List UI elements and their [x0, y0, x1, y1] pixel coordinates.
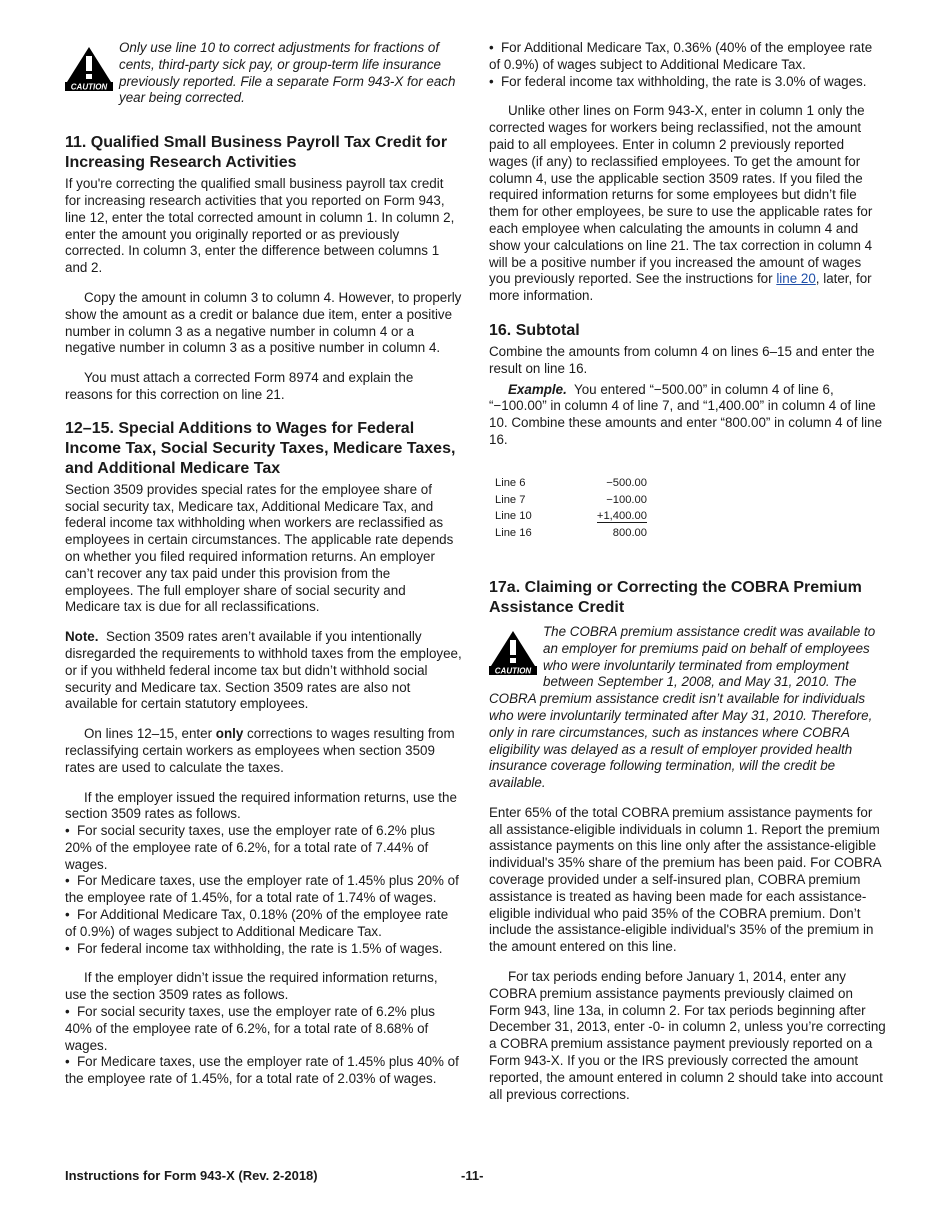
bullet-item: • For Additional Medicare Tax, 0.18% (20% of the employee rate of 0.9%) of wages subject to Additional Medicare Tax. — [65, 907, 449, 939]
page-number: -11- — [461, 1168, 484, 1183]
table-cell: Line 10 — [495, 510, 532, 523]
bullet-item: • For social security taxes, use the employer rate of 6.2% plus 40% of the employee rate of 6.2%, for a total rate of 8.68% of wages. — [65, 1004, 435, 1053]
section-11-title: 11. Qualified Small Business Payroll Tax Credit for Increasing Research Activities — [65, 134, 448, 172]
caution-text: The COBRA premium assistance credit was available to an employer for premiums paid on behalf of employees who were involuntarily terminated from employment between September 1, 2008, and May 31, 2010. The COBRA premium assistance credit isn’t available for individuals who were involuntarily terminated after May 31, 2010. Therefore, only in rare circumstances, such as instances where COBRA eligibility was delayed as a result of employer provided health insurance coverage following termination, will the credit be available. — [489, 623, 876, 791]
s12-paragraph-2: On lines 12–15, enter only corrections to wages resulting from reclassifying certain workers as employees when section 3509 rates are used to calculate the taxes. — [65, 726, 455, 775]
s11-paragraph-3: You must attach a corrected Form 8974 and explain the reasons for this correction on line 21. — [65, 370, 414, 402]
table-cell: −500.00 — [606, 476, 647, 489]
table-cell: 800.00 — [612, 527, 647, 540]
s17-paragraph-2: For tax periods ending before January 1, 2014, enter any COBRA premium assistance payments previously claimed on Form 943, line 13a, in column 2. For tax periods beginning after December 31, 2013, enter -0- in column 2, unless you’re correcting a COBRA premium assistance payment previously reported on a Form 943-X. If you or the IRS previously corrected the amount reported, the amount entered in column 2 should take into account all previous corrections. — [489, 969, 886, 1102]
footer-title: Instructions for Form 943-X (Rev. 2-2018) — [65, 1168, 318, 1183]
s16-paragraph-1: Combine the amounts from column 4 on lines 6–15 and enter the result on line 16. — [489, 343, 875, 376]
left-column — [65, 40, 462, 1088]
note-text: Section 3509 rates aren’t available if you intentionally disregarded the requirements to withhold taxes from the employee, or if you withheld federal income tax but didn’t withhold social security and Medicare tax. Section 3509 rates are also not available for certain statutory employees. — [65, 629, 462, 712]
right-column — [489, 40, 886, 1103]
caution-label: CAUTION — [494, 666, 532, 675]
s12-paragraph-4: If the employer didn’t issue the required information returns, use the section 3509 rates as follows. — [65, 970, 438, 1003]
bullet-item: • For federal income tax withholding, the rate is 1.5% of wages. — [65, 940, 443, 956]
caution-text: Only use line 10 to correct adjustments for fractions of cents, third-party sick pay, or group-term life insurance previously reported. File a separate Form 943-X for each year being corrected. — [119, 40, 456, 106]
s12-paragraph-3: If the employer issued the required information returns, use the section 3509 rates as follows. — [65, 789, 457, 822]
caution-box-cobra — [489, 624, 886, 792]
table-cell: Line 16 — [495, 527, 532, 540]
s11-paragraph-1: If you're correcting the qualified small business payroll tax credit for increasing research activities that you reported on Form 943, line 12, enter the total corrected amount in column 1. In column 2, enter the amount you originally reported or as previously corrected. In column 3, enter the difference between columns 1 and 2. — [65, 176, 455, 276]
caution-icon — [489, 630, 537, 675]
table-cell: Line 6 — [495, 476, 526, 489]
unlike-paragraph: Unlike other lines on Form 943-X, enter in column 1 only the corrected wages for workers being reclassified, not the amount paid to all employees. Enter in column 2 previously reported wages (if any) to reclassified employees. To get the amount for column 4, use the applicable section 3509 rates. If you filed the required information returns for some employees but didn’t file them for other employees, be sure to use the applicable rates for each employee when calculating the amounts in column 4 and show your calculations on line 21. The tax correction in column 4 will be a positive number if you increased the amount of wages you previously reported. See the instructions for line 20, later, for more information. — [489, 103, 873, 304]
only-emphasis: only — [215, 726, 244, 742]
s11-paragraph-2: Copy the amount in column 3 to column 4. However, to properly show the amount as a credit or balance due item, enter a positive number in column 3 as a negative number in column 4 or a negative number in column 3 as a positive number in column 4. — [65, 289, 462, 356]
bullet-item: • For federal income tax withholding, the rate is 3.0% of wages. — [489, 73, 867, 89]
bullet-item: • For Medicare taxes, use the employer rate of 1.45% plus 40% of the employee rate of 1.45%, for a total rate of 2.03% of wages. — [65, 1054, 459, 1087]
caution-box-fractions — [65, 40, 462, 107]
section-17a-title: 17a. Claiming or Correcting the COBRA Premium Assistance Credit — [489, 578, 862, 616]
table-row — [495, 475, 647, 492]
table-row — [495, 492, 647, 509]
table-cell: −100.00 — [606, 493, 647, 506]
table-cell: +1,400.00 — [596, 510, 647, 523]
table-row — [495, 525, 647, 542]
bullet-item: • For Medicare taxes, use the employer rate of 1.45% plus 20% of the employee rate of 1.45%, for a total rate of 1.74% of wages. — [65, 873, 459, 906]
table-row — [495, 508, 647, 525]
s12-paragraph-1: Section 3509 provides special rates for the employee share of social security tax, Medicare tax, Additional Medicare Tax, and federal income tax withholding when workers are reclassified as employees in certain circumstances. The applicable rate depends on whether you filed required information returns. An employer can’t recover any tax paid under this provision from the employees. The full employer share of social security and Medicare tax is due for all reclassifications. — [65, 481, 454, 615]
example-label: Example. — [508, 381, 567, 397]
table-cell: Line 7 — [495, 493, 526, 506]
subtotal-table — [495, 475, 647, 542]
caution-icon — [65, 46, 113, 91]
note-paragraph — [65, 629, 462, 713]
section-16-title: 16. Subtotal — [489, 321, 580, 339]
bullet-item: • For Additional Medicare Tax, 0.36% (40% of the employee rate of 0.9%) of wages subject to Additional Medicare Tax. — [489, 40, 873, 72]
caution-label: CAUTION — [70, 82, 108, 91]
bullet-item: • For social security taxes, use the employer rate of 6.2% plus 20% of the employee rate of 6.2%, for a total rate of 7.44% of wages. — [65, 823, 435, 872]
line-20-link[interactable]: line 20 — [776, 271, 816, 287]
example-paragraph: Example. You entered “−500.00” in column 4 of line 6, “−100.00” in column 4 of line 7, and “1,400.00” in column 4 of line 10. Combine these amounts and enter “800.00” in column 4 of line 16. — [489, 381, 883, 447]
section-12-15-title: 12–15. Special Additions to Wages for Federal Income Tax, Social Security Taxes, Medicare Taxes, and Additional Medicare Tax — [65, 419, 456, 477]
note-label: Note. — [65, 629, 99, 645]
s17-paragraph-1: Enter 65% of the total COBRA premium assistance payments for all assistance-eligible individuals in column 1. Report the premium assistance payments on this line only after the assistance-eligible individual's 35% share of the premium has been paid. For COBRA coverage provided under a self-insured plan, COBRA premium assistance is treated as having been made for each assistance-eligible individual who paid 35% of the COBRA premium. Don’t include the assistance-eligible individual's 35% of the premium in the amount entered on this line. — [489, 804, 881, 955]
